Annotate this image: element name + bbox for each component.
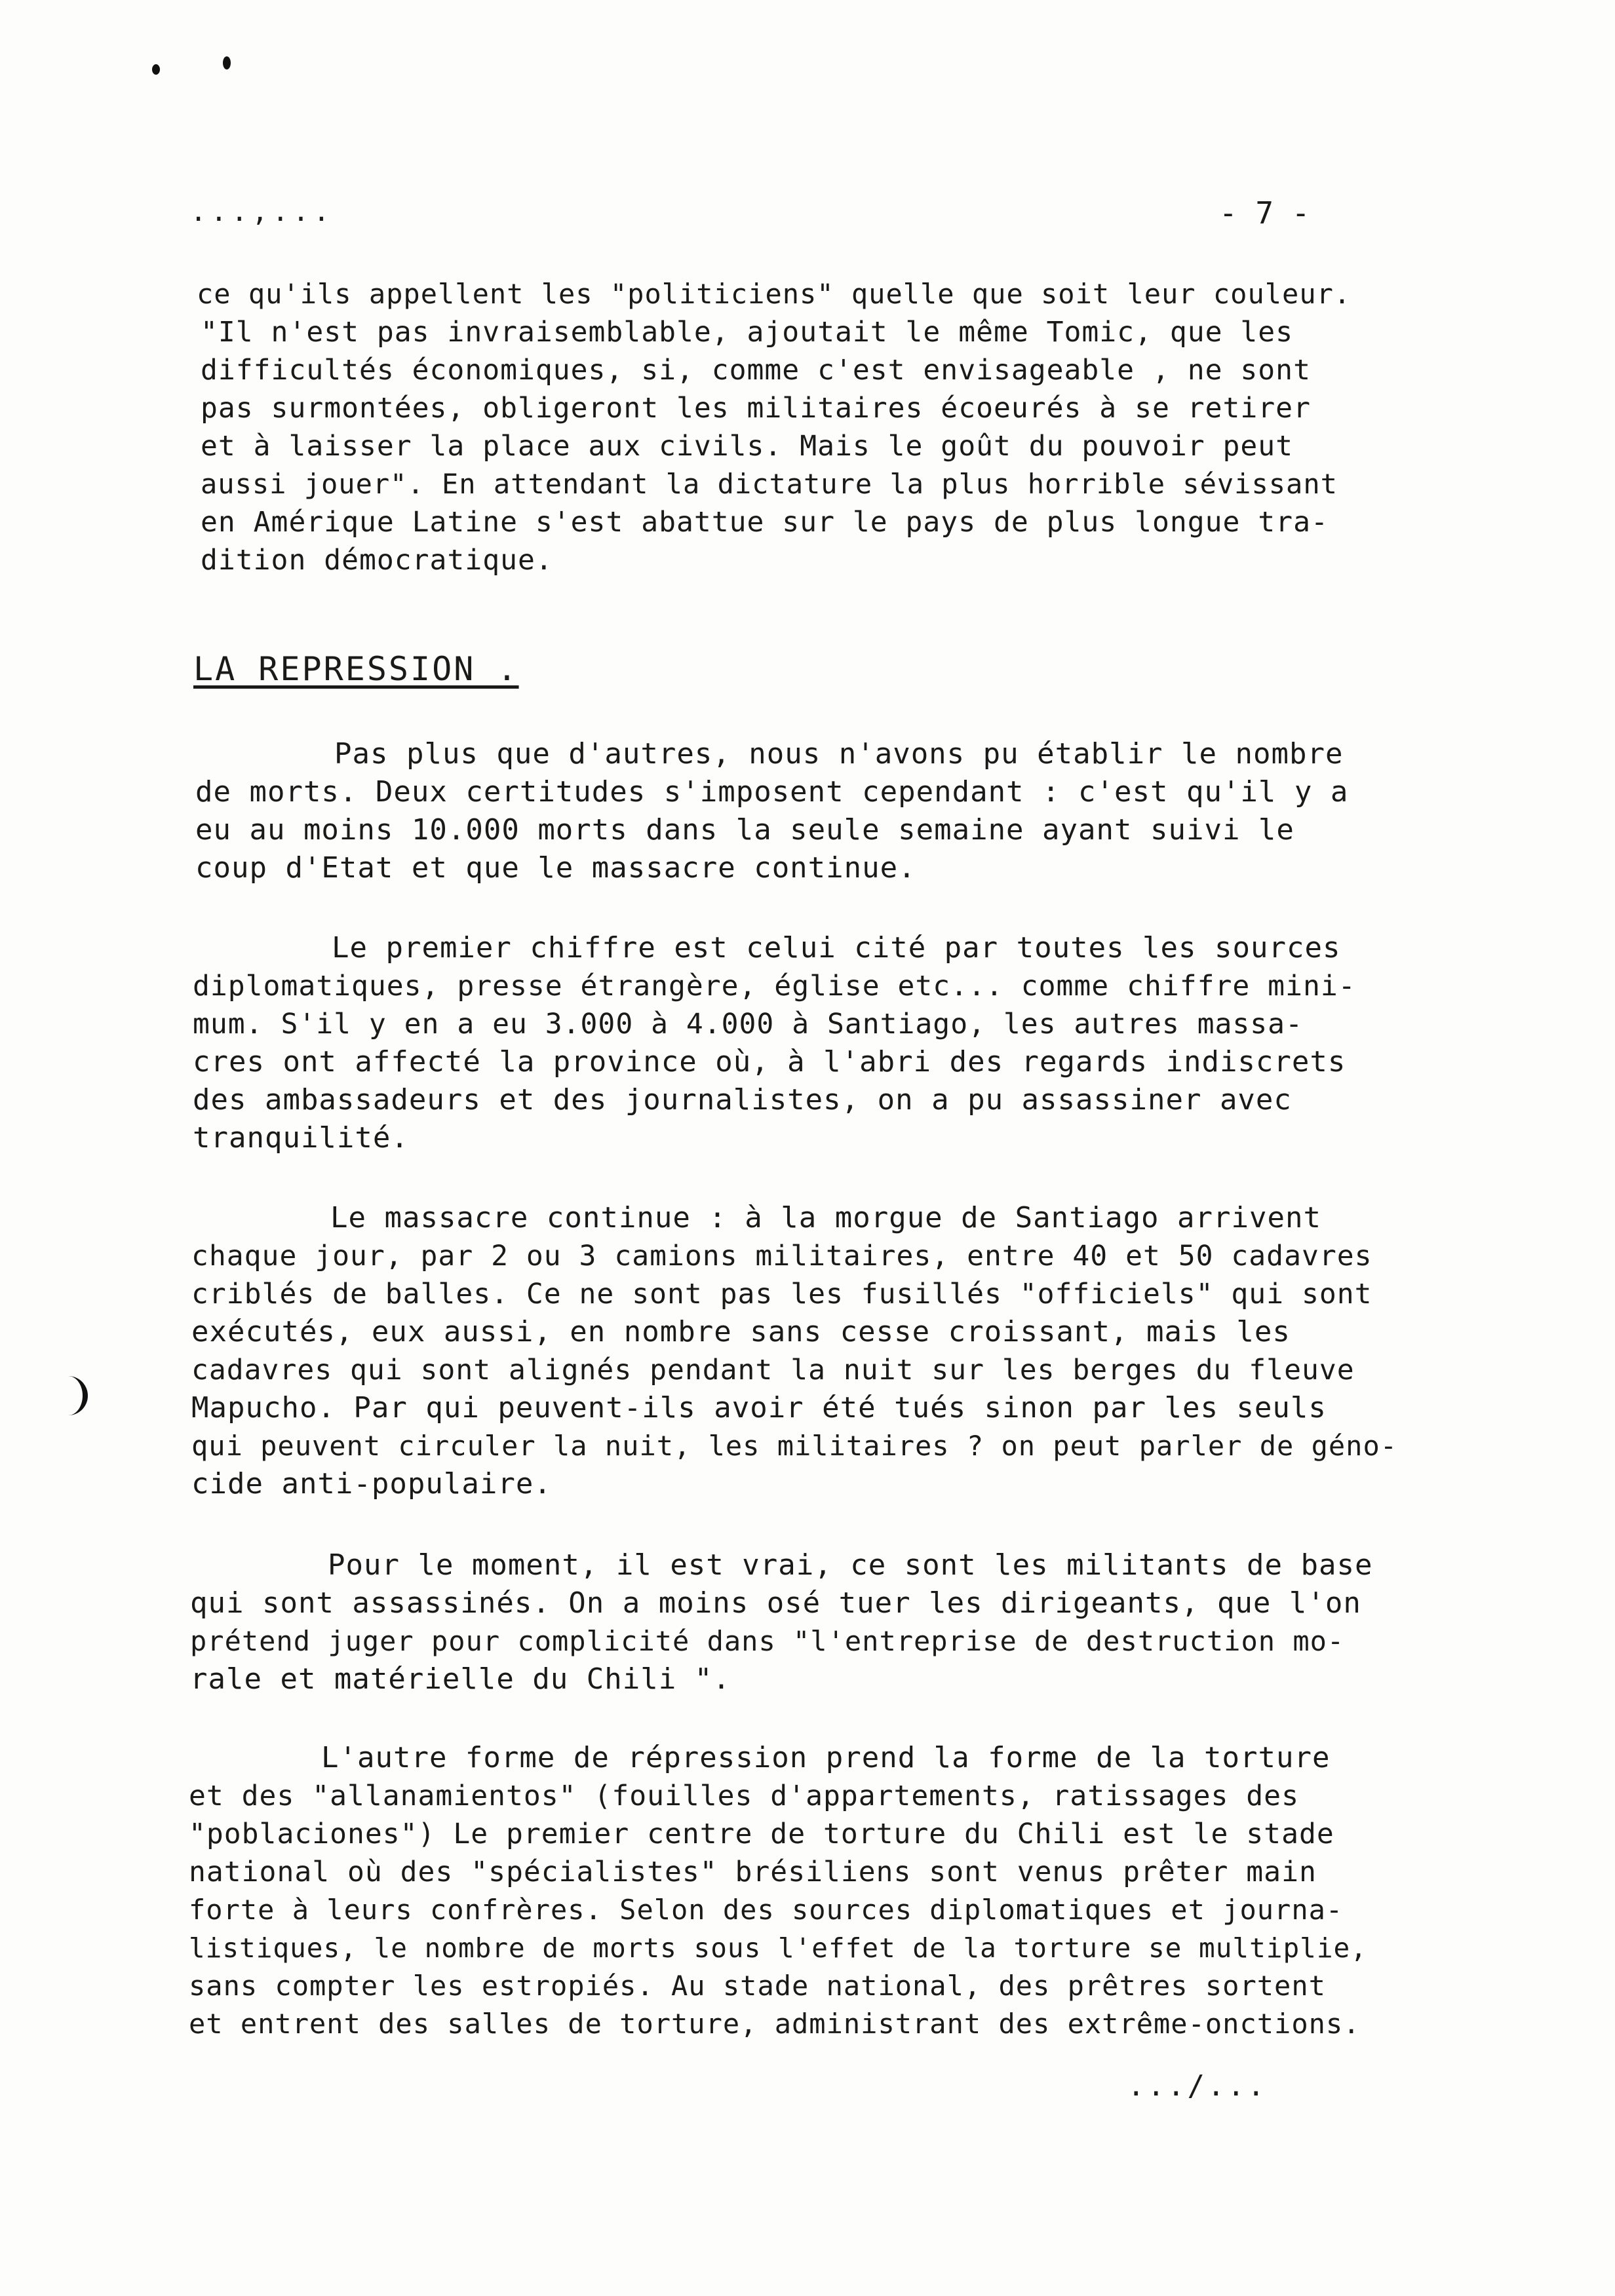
- text-line: chaque jour, par 2 ou 3 camions militaires, entre 40 et 50 cadavres: [191, 1240, 1372, 1272]
- text-line: tranquilité.: [193, 1121, 409, 1155]
- text-line: de morts. Deux certitudes s'imposent cependant : c'est qu'il y a: [195, 775, 1349, 809]
- text-line: Le massacre continue : à la morgue de Santiago arrivent: [330, 1201, 1321, 1234]
- text-line: mum. S'il y en a eu 3.000 à 4.000 à Santiago, les autres massa-: [193, 1008, 1303, 1041]
- text-line: et des "allanamientos" (fouilles d'appartements, ratissages des: [189, 1780, 1299, 1812]
- text-line: rale et matérielle du Chili ".: [190, 1662, 731, 1696]
- text-line: criblés de balles. Ce ne sont pas les fusillés "officiels" qui sont: [191, 1278, 1372, 1311]
- page-number: - 7 -: [1219, 195, 1310, 231]
- text-line: pas surmontées, obligeront les militaires écoeurés à se retirer: [201, 392, 1311, 425]
- text-line: difficultés économiques, si, comme c'est envisageable , ne sont: [201, 354, 1311, 387]
- section-heading: LA REPRESSION .: [193, 650, 519, 688]
- text-line: Pas plus que d'autres, nous n'avons pu établir le nombre: [334, 737, 1344, 771]
- text-line: national où des "spécialistes" brésiliens sont venus prêter main: [189, 1856, 1317, 1888]
- text-line: qui sont assassinés. On a moins osé tuer les dirigeants, que l'on: [190, 1586, 1361, 1620]
- header-continuation-marker: ...,...: [190, 195, 334, 227]
- margin-bracket-mark: [64, 1376, 88, 1415]
- text-line: cadavres qui sont alignés pendant la nuit sur les berges du fleuve: [191, 1354, 1355, 1387]
- punch-hole-mark-left: [152, 64, 160, 75]
- text-line: des ambassadeurs et des journalistes, on a pu assassiner avec: [193, 1083, 1292, 1117]
- text-line: ce qu'ils appellent les "politiciens" quelle que soit leur couleur.: [197, 278, 1352, 310]
- text-line: prétend juger pour complicité dans "l'entreprise de destruction mo-: [190, 1625, 1345, 1657]
- text-line: exécutés, eux aussi, en nombre sans cesse croissant, mais les: [191, 1315, 1291, 1349]
- punch-hole-mark-right: [223, 56, 231, 69]
- text-line: eu au moins 10.000 morts dans la seule semaine ayant suivi le: [195, 813, 1294, 847]
- text-line: "poblaciones") Le premier centre de torture du Chili est le stade: [189, 1818, 1334, 1850]
- text-line: L'autre forme de répression prend la forme de la torture: [321, 1741, 1331, 1774]
- text-line: et à laisser la place aux civils. Mais le goût du pouvoir peut: [201, 430, 1294, 463]
- text-line: listiques, le nombre de morts sous l'effet de la torture se multiplie,: [189, 1932, 1367, 1964]
- text-line: en Amérique Latine s'est abattue sur le pays de plus longue tra-: [201, 506, 1329, 539]
- text-line: coup d'Etat et que le massacre continue.: [195, 851, 916, 885]
- text-line: dition démocratique.: [201, 544, 553, 577]
- text-line: aussi jouer". En attendant la dictature la plus horrible sévissant: [201, 468, 1338, 500]
- text-line: forte à leurs confrères. Selon des sources diplomatiques et journa-: [189, 1894, 1344, 1926]
- text-line: Le premier chiffre est celui cité par toutes les sources: [332, 931, 1341, 965]
- footer-continuation-marker: .../...: [1127, 2069, 1268, 2103]
- text-line: Mapucho. Par qui peuvent-ils avoir été tués sinon par les seuls: [191, 1391, 1327, 1425]
- text-line: cres ont affecté la province où, à l'abri des regards indiscrets: [193, 1045, 1346, 1079]
- text-line: qui peuvent circuler la nuit, les militaires ? on peut parler de géno-: [191, 1430, 1398, 1462]
- text-line: et entrent des salles de torture, administrant des extrême-onctions.: [189, 2008, 1361, 2040]
- text-line: sans compter les estropiés. Au stade national, des prêtres sortent: [189, 1970, 1326, 2002]
- text-line: "Il n'est pas invraisemblable, ajoutait le même Tomic, que les: [201, 316, 1294, 349]
- text-line: diplomatiques, presse étrangère, église etc... comme chiffre mini-: [193, 970, 1356, 1003]
- text-line: Pour le moment, il est vrai, ce sont les militants de base: [328, 1548, 1373, 1582]
- text-line: cide anti-populaire.: [191, 1467, 552, 1501]
